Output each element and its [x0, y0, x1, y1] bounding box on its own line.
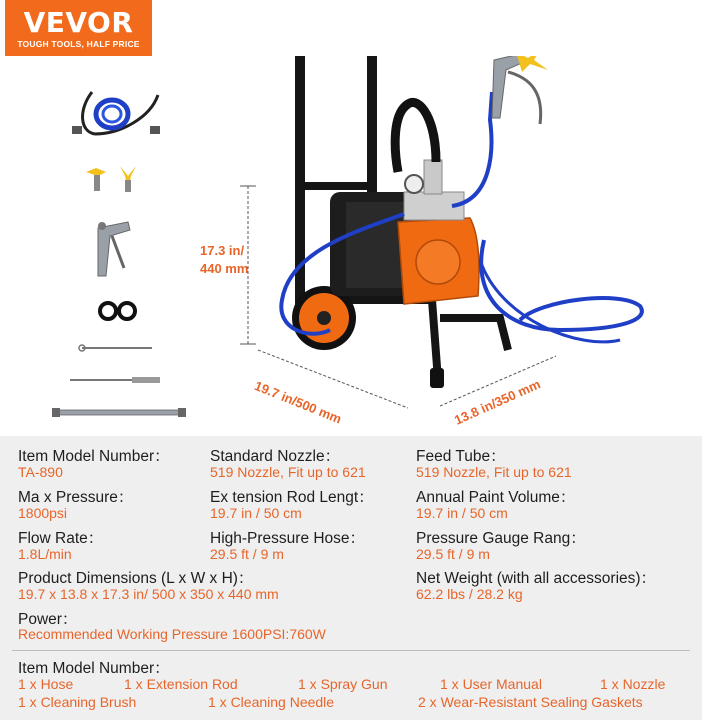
dimension-width: 13.8 in/350 mm [452, 376, 543, 428]
model-value: TA-890 [18, 464, 63, 480]
weight-label: Net Weight (with all accessories)： [416, 570, 657, 587]
cleaning-needle-icon [79, 345, 152, 351]
hose-icon [72, 92, 160, 134]
package-item: 1 x Nozzle [600, 676, 666, 692]
gauge-value: 29.5 ft / 9 m [416, 546, 490, 562]
product-drawing [0, 56, 702, 430]
specifications-panel [0, 436, 702, 720]
vevor-logo [5, 0, 152, 56]
feed-label: Feed Tube： [416, 448, 506, 465]
model-label: Item Model Number： [18, 448, 170, 465]
brand-tagline: TOUGH TOOLS, HALF PRICE [17, 39, 140, 49]
power-label: Power： [18, 611, 78, 628]
feed-value: 519 Nozzle, Fit up to 621 [416, 464, 572, 480]
package-label: Item Model Number： [18, 660, 170, 677]
package-item: 1 x Cleaning Brush [18, 694, 137, 710]
dimension-height [200, 242, 248, 278]
spray-tip-icon [86, 166, 136, 192]
pressure-label: Ma x Pressure： [18, 489, 134, 506]
flow-value: 1.8L/min [18, 546, 72, 562]
package-item: 1 x User Manual [440, 676, 542, 692]
cleaning-brush-icon [70, 377, 160, 383]
extension-rod-icon [52, 408, 186, 417]
rod-value: 19.7 in / 50 cm [210, 505, 302, 521]
rod-label: Ex tension Rod Lengt： [210, 489, 374, 506]
brand-name: VEVOR [23, 6, 134, 39]
paint-sprayer-machine [281, 56, 642, 388]
dimension-length: 19.7 in/500 mm [252, 378, 344, 427]
nozzle-value: 519 Nozzle, Fit up to 621 [210, 464, 366, 480]
hose-label: High-Pressure Hose： [210, 530, 366, 547]
dims-label: Product Dimensions (L x W x H)： [18, 570, 254, 587]
product-illustration [0, 56, 702, 430]
annual-value: 19.7 in / 50 cm [416, 505, 508, 521]
sealing-ring-icon [100, 303, 135, 319]
annual-label: Annual Paint Volume： [416, 489, 576, 506]
spray-gun-icon [98, 222, 130, 276]
dims-value: 19.7 x 13.8 x 17.3 in/ 500 x 350 x 440 mm [18, 586, 279, 602]
package-item: 1 x Spray Gun [298, 676, 388, 692]
nozzle-label: Standard Nozzle： [210, 448, 341, 465]
package-item: 2 x Wear-Resistant Sealing Gaskets [418, 694, 643, 710]
dimension-height-line1: 17.3 in/ [200, 243, 245, 258]
gauge-label: Pressure Gauge Rang： [416, 530, 586, 547]
flow-label: Flow Rate： [18, 530, 104, 547]
power-value: Recommended Working Pressure 1600PSI:760W [18, 626, 326, 642]
pressure-value: 1800psi [18, 505, 68, 521]
weight-value: 62.2 lbs / 28.2 kg [416, 586, 523, 602]
package-item: 1 x Extension Rod [124, 676, 238, 692]
hose-value: 29.5 ft / 9 m [210, 546, 284, 562]
package-item: 1 x Cleaning Needle [208, 694, 335, 710]
dimension-height-line2: 440 mm [200, 261, 249, 276]
package-item: 1 x Hose [18, 676, 74, 692]
section-divider [12, 650, 690, 651]
